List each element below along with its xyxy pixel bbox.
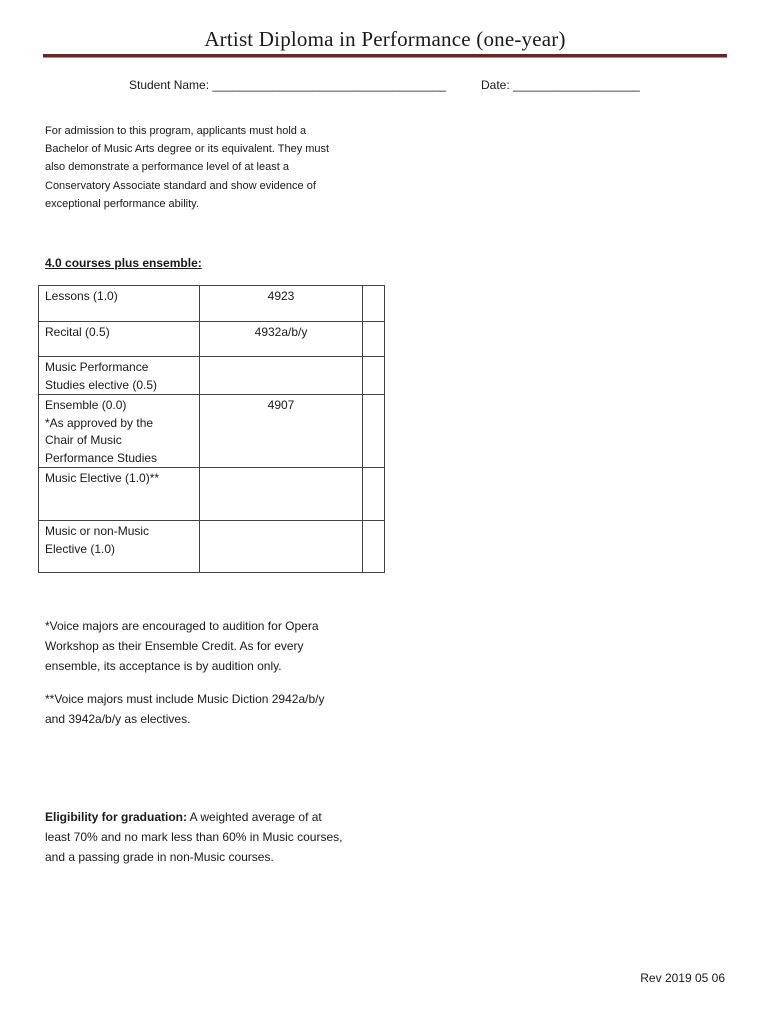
title-divider-shadow	[43, 57, 727, 58]
table-row	[39, 395, 385, 468]
table-row	[39, 286, 385, 322]
course-name: Recital (0.5)	[45, 325, 110, 339]
course-checkbox-cell[interactable]	[363, 521, 385, 573]
course-name: Music Performance Studies elective (0.5)	[45, 360, 158, 392]
course-name: Music Elective (1.0)**	[45, 471, 160, 485]
course-checkbox-cell[interactable]	[363, 286, 385, 322]
course-checkbox-cell[interactable]	[363, 322, 385, 357]
course-name: Lessons (1.0)	[45, 289, 118, 303]
student-name-field[interactable]: Student Name: ___________________________________	[129, 78, 446, 92]
eligibility-note	[45, 808, 355, 867]
revision-date: Rev 2019 05 06	[640, 971, 725, 985]
eligibility-text: A weighted average of at least 70% and no mark less than 60% in Music courses, and a passing grade in non-Music courses.	[45, 810, 343, 864]
table-row	[39, 357, 385, 395]
course-checkbox-cell[interactable]	[363, 395, 385, 468]
table-row	[39, 521, 385, 573]
courses-heading: 4.0 courses plus ensemble:	[45, 256, 202, 270]
course-name: Music or non-Music Elective (1.0)	[45, 524, 150, 556]
table-row	[39, 468, 385, 521]
eligibility-label: Eligibility for graduation:	[45, 810, 187, 824]
course-checkbox-cell[interactable]	[363, 357, 385, 395]
date-field[interactable]: Date: ___________________	[481, 78, 640, 92]
course-name: Ensemble (0.0) *As approved by the Chair of Music Performance Studies	[45, 398, 158, 465]
voice-ensemble-note: *Voice majors are encouraged to audition for Opera Workshop as their Ensemble Credit. As for every ensemble, its acceptance is by audition only.	[45, 619, 319, 673]
admission-requirements: For admission to this program, applicants must hold a Bachelor of Music Arts degree or its equivalent. They must also demonstrate a performance level of at least a Conservatory Associate standard and show evidence of exceptional performance ability.	[45, 125, 330, 210]
table-row	[39, 322, 385, 357]
voice-diction-note: **Voice majors must include Music Diction 2942a/b/y and 3942a/b/y as electives.	[45, 692, 325, 726]
page-title: Artist Diploma in Performance (one-year)	[204, 27, 566, 51]
course-code: 4932a/b/y	[254, 325, 308, 339]
course-code: 4923	[267, 289, 295, 303]
course-code: 4907	[267, 398, 295, 412]
courses-table	[38, 285, 385, 573]
course-checkbox-cell[interactable]	[363, 468, 385, 521]
